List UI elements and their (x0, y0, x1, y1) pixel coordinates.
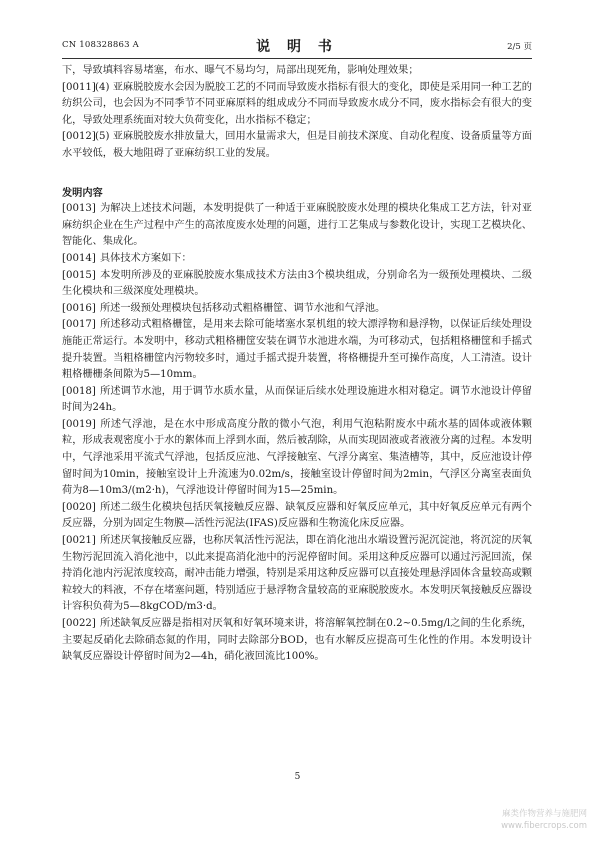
paragraph-number: [0013] (62, 203, 96, 215)
paragraph-number: [0020] (62, 501, 96, 513)
paragraph-number: [0022] (62, 618, 96, 629)
header-divider (62, 58, 532, 59)
paragraph-text: (4) 亚麻脱胶废水会因为脱胶工艺的不同而导致废水指标有很大的变化，即使是采用同一种工艺的纺织公司，也会因为不同季节不同亚麻原料的组成成分不同而导致废水成分不同，废水指标会有很大的变化，导致处理系统面对较大负荷变化，出水指标不稳定； (62, 81, 532, 126)
paragraph-number: [0019] (62, 418, 96, 430)
paragraph-0022 (62, 616, 532, 666)
paragraph-text: 所述一级预处理模块包括移动式粗格栅筐、调节水池和气浮池。 (100, 302, 386, 314)
paragraph-text: 所述缺氧反应器是指相对厌氧和好氧环境来讲，将溶解氧控制在0.2~0.5mg/l之间的生化系统，主要起反硝化去除硝态氮的作用，同时去除部分BOD，也有水解反应提高可生化性的作用。本发明设计缺氧反应器设计停留时间为2—4h，硝化液回流比100%。 (62, 618, 532, 663)
paragraph-text: 所述移动式粗格栅筐，是用来去除可能堵塞水泵机组的较大漂浮物和悬浮物，以保证后续处理设施能正常运行。本发明中，移动式粗格栅筐安装在调节水池进水端，为可移动式，包括粗格栅筐和手摇式提升装置。当粗格栅筐内污物较多时，通过手摇式提升装置，将格栅提升至可操作高度，人工清渣。设计粗格栅栅条间隙为5—10mm。 (62, 319, 532, 381)
paragraph-number: [0011] (62, 81, 96, 93)
paragraph-number: [0021] (62, 535, 96, 547)
paragraph-text: 下，导致填料容易堵塞，布水、曝气不易均匀，局部出现死角，影响处理效果； (62, 65, 419, 76)
page-number: 5 (294, 772, 301, 782)
paragraph-text: 所述调节水池，用于调节水质水量，从而保证后续水处理设施进水相对稳定。调节水池设计停留时间为24h。 (62, 385, 532, 414)
paragraph-0012 (62, 129, 532, 162)
site-watermark (501, 808, 587, 832)
paragraph-text: 本发明所涉及的亚麻脱胶废水集成技术方法由3个模块组成，分别命名为一级预处理模块、二级生化模块和三级深度处理模块。 (62, 269, 532, 298)
section-heading: 发明内容 (62, 186, 103, 199)
document-number: CN 108328863 A (62, 40, 139, 50)
paragraph-text: 所述二级生化模块包括厌氧接触反应器、缺氧反应器和好氧反应单元，其中好氧反应单元有两个反应器，分别为固定生物膜—活性污泥法(IFAS)反应器和生物流化床反应器。 (62, 501, 532, 530)
paragraph-number: [0018] (62, 385, 96, 397)
page-header (62, 36, 532, 58)
paragraph-0017 (62, 317, 532, 383)
watermark-title: 麻类作物营养与施肥网 (501, 809, 587, 819)
paragraph-0021 (62, 533, 532, 616)
paragraph-0016 (62, 301, 532, 318)
paragraph-number: [0015] (62, 269, 96, 281)
paragraph-0018 (62, 384, 532, 417)
paragraph-text: (5) 亚麻脱胶废水排放量大，回用水量需求大，但是目前技术深度、自动化程度、设备质量等方面水平较低，极大地阻碍了亚麻纺织工业的发展。 (62, 131, 532, 159)
paragraph-0015 (62, 268, 532, 301)
paragraph-0019 (62, 417, 532, 500)
paragraph-text: 具体技术方案如下： (100, 252, 192, 264)
paragraph-number: [0016] (62, 302, 96, 314)
paragraph-number: [0012] (62, 131, 96, 143)
paragraph-0013 (62, 201, 532, 251)
paragraph-number: [0014] (62, 252, 96, 264)
paragraph-text: 所述厌氧接触反应器，也称厌氧活性污泥法，即在消化池出水端设置污泥沉淀池，将沉淀的厌氧生物污泥回流入消化池中，以此来提高消化池中的污泥停留时间。采用这种反应器可以通过污泥回流，保持消化池内污泥浓度较高，耐冲击能力增强，特别是采用这种反应器可以直接处理悬浮固体含量较高或颗粒较大的料液，不存在堵塞问题，特别适应于悬浮物含量较高的亚麻脱胶废水。本发明厌氧接触反应器设计容积负荷为5—8kgCOD/m3·d。 (62, 535, 532, 613)
paragraph-continuation (62, 63, 532, 80)
paragraph-0014 (62, 251, 532, 268)
paragraph-0020 (62, 500, 532, 533)
paragraph-number: [0017] (62, 319, 96, 331)
document-title: 说 明 书 (256, 39, 338, 55)
page-indicator: 2/5 页 (507, 42, 532, 52)
document-body (62, 63, 532, 666)
paragraph-text: 为解决上述技术问题，本发明提供了一种适于亚麻脱胶废水处理的模块化集成工艺方法，针对亚麻纺织企业在生产过程中产生的高浓度废水处理的问题，进行工艺集成与参数化设计，实现工艺模块化、智能化、集成化。 (62, 203, 532, 248)
paragraph-0011 (62, 80, 532, 130)
watermark-url: www.fibercrops.com (501, 821, 587, 831)
paragraph-text: 所述气浮池，是在水中形成高度分散的微小气泡，利用气泡粘附废水中疏水基的固体或液体颗粒，形成表观密度小于水的絮体而上浮到水面，然后被刮除，从而实现固液或者液液分离的过程。本发明中，气浮池采用平流式气浮池，包括反应池、气浮接触室、气浮分离室、集渣槽等，其中，反应池设计停留时间为10min，接触室设计上升流速为0.02m/s，接触室设计停留时间为2min，气浮区分离室表面负荷为8—10m3/(m2·h)，气浮池设计停留时间为15—25min。 (62, 418, 532, 497)
